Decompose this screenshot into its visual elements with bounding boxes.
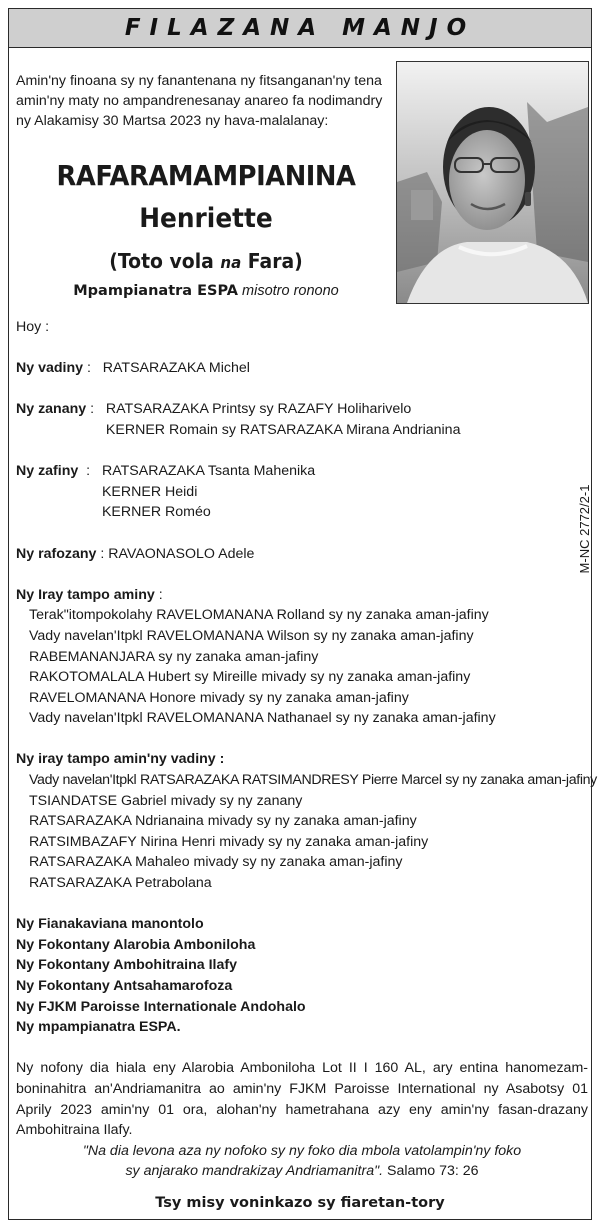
vadiny-label: Ny vadiny [16,360,84,377]
zanany-sep: : [86,401,106,418]
nickname-close: Fara) [241,249,303,273]
community-line: Ny mpampianatra ESPA. [16,1019,181,1036]
deceased-role [16,283,396,299]
portrait-photo [396,61,589,304]
intro-paragraph: Amin'ny finoana sy ny fanantenana ny fitsanganan'ny tena amin'ny maty no ampandrenesanay anareo fa nodimandry ny Alakamisy 30 Martsa 2023 ny hava-malalanay: [16,73,383,129]
list-item: RATSARAZAKA Ndrianaina mivady sy ny zanaka aman-jafiny [29,813,417,830]
deceased-firstname: Henriette [139,203,273,234]
zanany-name: KERNER Romain sy RATSARAZAKA Mirana Andrianina [105,421,461,438]
vadiny-row [16,358,576,379]
vadiny-sep: : [83,360,103,377]
zanany-label: Ny zanany [16,401,87,418]
list-item: RATSARAZAKA Petrabolana [29,875,212,892]
zafiny-label: Ny zafiny [16,463,79,480]
zafiny-name: RATSARAZAKA Tsanta Mahenika [101,463,316,480]
zafiny-sep: : [78,463,102,480]
community-line: Ny Fianakaviana manontolo [16,916,204,933]
community-line: Ny Fokontany Alarobia Amboniloha [16,936,256,953]
community-line: Ny Fokontany Antsahamarofoza [16,978,233,994]
nickname-open: (Toto vola [109,249,221,273]
rafozany-name: RAVAONASOLO Adele [108,545,255,562]
quote-reference: Salamo 73: 26 [383,1163,479,1180]
zanany-row [16,399,576,440]
community-line: Ny FJKM Paroisse Internationale Andohalo [16,998,306,1015]
list-item: Vady navelan'Itpkl RAVELOMANANA Nathanael sy ny zanaka aman-jafiny [29,710,496,727]
list-item: Terak"itompokolahy RAVELOMANANA Rolland sy ny zanaka aman-jafiny [29,607,489,624]
hoy-label: Hoy : [16,319,50,335]
notice-header [9,9,591,48]
notice-title: FILAZANA MANJO [124,15,476,41]
portrait-image [397,62,588,303]
list-item: TSIANDATSE Gabriel mivady sy ny zanany [29,792,303,809]
zafiny-name: KERNER Roméo [101,504,211,521]
footer-note: Tsy misy voninkazo sy fiaretan-tory [155,1195,445,1211]
rafozany-sep: : [96,545,109,562]
quote-line-1: "Na dia levona aza ny nofoko sy ny foko dia mbola vatolampin'ny foko [82,1142,522,1159]
reference-code: M-NC 2772/2-1 [577,484,592,574]
iray-tampo-heading-text: Ny Iray tampo aminy [16,586,155,603]
list-item: RABEMANANJARA sy ny zanaka aman-jafiny [29,648,319,665]
bible-quote [16,1141,588,1182]
list-item: RAVELOMANANA Honore mivady sy ny zanaka aman-jafiny [29,689,409,706]
iray-tampo-vadiny-heading: Ny iray tampo amin'ny vadiny : [16,751,225,768]
iray-tampo-heading-tail: : [154,586,163,603]
nickname-na: na [220,253,242,272]
deceased-nickname [27,249,384,273]
list-item: Vady navelan'Itpkl RAVELOMANANA Wilson sy ny zanaka aman-jafiny [29,627,474,644]
vadiny-name: RATSARAZAKA Michel [102,360,250,377]
list-item: RATSIMBAZAFY Nirina Henri mivady sy ny zanaka aman-jafiny [29,833,429,850]
list-item: RAKOTOMALALA Hubert sy Mireille mivady sy ny zanaka aman-jafiny [29,669,471,686]
rafozany-label: Ny rafozany [16,545,97,562]
notice-frame [8,8,597,1220]
zanany-name: RATSARAZAKA Printsy sy RAZAFY Holiharivelo [105,401,412,418]
funeral-paragraph: Ny nofony dia hiala eny Alarobia Amboniloha Lot II I 160 AL, ary entina hanomezam-boninahitra an'Andriamanitra ao amin'ny FJKM Paroisse International ny Asabotsy 01 Aprily 2023 amin'ny 01 ora, alohan'ny hametrahana azy eny amin'ny fasan-drazany Ambohitraina Ilafy. [16,1060,588,1139]
zafiny-name: KERNER Heidi [101,483,198,500]
rafozany-row [16,544,576,565]
quote-line-2: sy anjarako mandrakizay Andriamanitra". [125,1163,384,1180]
deceased-surname: RAFARAMAMPIANINA [56,159,356,192]
role-bold: Mpampianatra ESPA [73,283,238,299]
iray-tampo-heading [16,585,576,606]
list-item: RATSARAZAKA Mahaleo mivady sy ny zanaka aman-jafiny [29,854,403,871]
role-italic: misotro ronono [242,283,339,299]
list-item: Vady navelan'Itpkl RATSARAZAKA RATSIMANDRESY Pierre Marcel sy ny zanaka aman-jafiny [29,772,597,789]
zafiny-row [16,461,576,523]
community-line: Ny Fokontany Ambohitraina Ilafy [16,957,237,974]
